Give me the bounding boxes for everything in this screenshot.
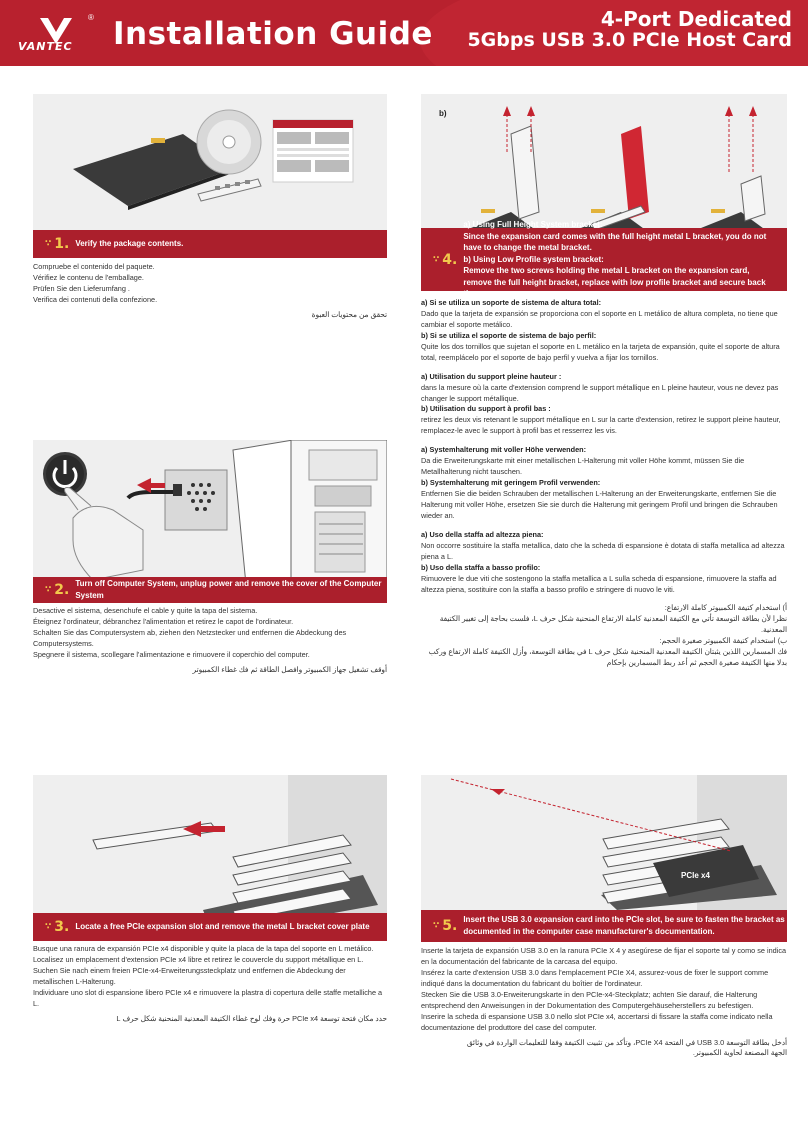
manual-thumbnail — [273, 120, 353, 182]
step4-line-b-body: Remove the two screws holding the metal L bracket on the expansion card, remove the full height bracket, replace with low profile bracket and secure back the screws. — [463, 266, 766, 299]
step3-number: ∵ 3. — [45, 919, 70, 935]
step5-de: Stecken Sie die USB 3.0-Erweiterungskarte in den PCIe-x4-Steckplatz; achten Sie darauf, die Halterung entsprechend den Anweisungen in der Dokumentation des Computergehäuseherstellers zu befestigen. — [421, 989, 758, 1010]
step4-line-b-head: b) Using Low Profile system bracket: — [463, 254, 604, 264]
step2-number: ∵ 2. — [45, 582, 70, 598]
step3-fr: Localisez un emplacement d'extension PCIe x4 libre et retirez le couvercle du support métallique en L. — [33, 954, 364, 964]
step1-number: ∵ 1. — [45, 236, 70, 252]
brand-name: VANTEC — [18, 40, 73, 53]
step4-es-a-body: Dado que la tarjeta de expansión se proporciona con el soporte en L metálico de altura completa, no tiene que cambiar el soporte metálico. — [421, 308, 778, 329]
step4-es-b-head: b) Si se utiliza el soporte de sistema de bajo perfil: — [421, 330, 597, 340]
step5-ar-1: أدخل بطاقة التوسعة USB 3.0 في الفتحة PCIe X4، وتأكد من تثبيت الكتيفة وفقا للتعليمات الواردة في وثائق — [466, 1037, 787, 1047]
step4-it-b-head: b) Uso della staffa a basso profilo: — [421, 562, 541, 572]
step3-de: Suchen Sie nach einem freien PCIe-x4-Erweiterungssteckplatz und entfernen die Abdeckung der metallischen L-Halterung. — [33, 965, 346, 986]
step4-de-a-body: Da die Erweiterungskarte mit einer metallischen L-Halterung mit voller Höhe kommt, müssen Sie die Metallhalterung nicht tauschen. — [421, 456, 745, 477]
step5-fr: Insérez la carte d'extension USB 3.0 dans l'emplacement PCIe X4, assurez-vous de fixer le support comme indiqué dans la documentation du fabricant du boîtier de l'ordinateur. — [421, 967, 769, 988]
step4-title — [463, 219, 779, 300]
step4-es-b-body: Quite los dos tornillos que sujetan el soporte en L metálico en la tarjeta de expansión, quite el soporte de altura total, reemplácelo por el soporte de bajo perfil y vuelva a fijar los tornillos. — [421, 341, 780, 362]
card-label: PCIe x4 — [681, 871, 710, 880]
step2-fr: Éteignez l'ordinateur, débranchez l'alimentation et retirez le capot de l'ordinateur. — [33, 616, 294, 626]
step5-title-bar — [421, 910, 787, 942]
step5-title-line-2: documented in the computer case manufacturer's documentation. — [463, 927, 715, 936]
step4-ar-a-body: نظرا لأن بطاقة التوسعة تأتي مع الكتيفة المعدنية كاملة الارتفاع المنحنية شكل حرف L، فلست بحاجة إلى تغيير الكتيفة المعدنية. — [439, 614, 787, 635]
step3-es: Busque una ranura de expansión PCIe x4 disponible y quite la placa de la tapa del soporte en L metálico. — [33, 944, 374, 953]
page-header — [0, 0, 808, 66]
step1-it: Verifica dei contenuti della confezione. — [33, 294, 158, 304]
step2-de: Schalten Sie das Computersystem ab, ziehen den Netzstecker und entfernen die Abdeckung des Computersystems. — [33, 627, 347, 648]
step1-ar: تحقق من محتويات العبوة — [311, 309, 387, 319]
product-name — [467, 8, 792, 52]
step4-ar-b-head: ب) استخدام كتيفة الكمبيوتر صغيرة الحجم: — [659, 636, 787, 646]
step4-line-a-body: Since the expansion card comes with the full height metal L bracket, you do not have to change the metal bracket. — [463, 231, 767, 253]
step4-fr-b-body: retirez les deux vis retenant le support métallique en L sur la carte d'extension, retirez le support pleine hauteur, remplacez-le avec le support à profil bas et resserrez les vis. — [421, 415, 781, 436]
step3-title-bar — [33, 913, 387, 941]
step4-fr-a-body: dans la mesure où la carte d'extension comprend le support métallique en L pleine hauteur, vous ne devez pas changer le support métallique. — [421, 382, 779, 403]
step1-translations — [33, 262, 387, 321]
step5-number: ∵ 5. — [433, 918, 458, 934]
step4-it-a-body: Non occorre sostituire la staffa metallica, dato che la scheda di espansione è dotata di staffa metallica ad altezza piena a L. — [421, 540, 785, 561]
step5-es: Inserte la tarjeta de expansión USB 3.0 en la ranura PCIe X 4 y asegúrese de fijar el soporte tal y como se indica en la documentación del fabricante de la carcasa del equipo. — [421, 946, 787, 966]
section-b-label: b) — [439, 109, 447, 118]
step2-ar: أوقف تشغيل جهاز الكمبيوتر وافصل الطاقة ثم فك غطاء الكمبيوتر — [192, 664, 387, 674]
step2-it: Spegnere il sistema, scollegare l'alimentazione e rimuovere il coperchio del computer. — [33, 649, 310, 659]
step4-fr-b-head: b) Utilisation du support à profil bas : — [421, 404, 551, 414]
step3-ar: حدد مكان فتحة توسعة PCIe x4 حرة وفك لوح غطاء الكتيفة المعدنية المنحنية شكل حرف L — [116, 1013, 387, 1023]
power-off-illustration — [33, 440, 387, 595]
step4-title-bar — [421, 219, 787, 299]
step4-ar-b-body: فك المسمارين اللذين يثبتان الكتيفة المعدنية المنحنية شكل حرف L في بطاقة التوسعة، وأزل الكتيفة كاملة الارتفاع وركب بدلا منها الكتيفة صغيرة الحجم ثم أعد ربط المسمارين بإحكام — [428, 647, 787, 668]
step4-line-a-head: a) Using Full Height System bracket: — [463, 219, 603, 229]
step1-de: Prüfen Sie den Lieferumfang . — [33, 283, 130, 293]
step4-ar-a-head: أ) استخدام كتيفة الكمبيوتر كاملة الارتفاع: — [664, 603, 787, 613]
step4-fr-a-head: a) Utilisation du support pleine hauteur : — [421, 371, 562, 381]
page-title: Installation Guide — [113, 16, 433, 52]
step5-illustration — [421, 775, 787, 910]
step5-title-line-1: Insert the USB 3.0 expansion card into the PCIe slot, be sure to fasten the bracket as — [463, 915, 785, 925]
step5-ar-2: الجهة المصنعة لحاوية الكمبيوتر. — [692, 1048, 787, 1058]
step2-es: Desactive el sistema, desenchufe el cable y quite la tapa del sistema. — [33, 606, 258, 615]
step3-it: Individuare uno slot di espansione libero PCIe x4 e rimuovere la plastra di copertura delle staffe metalliche a L. — [33, 987, 383, 1008]
step1-es: Compruebe el contenido del paquete. — [33, 262, 155, 271]
step5-translations — [421, 946, 787, 1059]
step4-de-b-body: Entfernen Sie die beiden Schrauben der metallischen L-Halterung an der Erweiterungskarte, entfernen Sie die Halterung mit voller Höhe, ersetzen Sie sie durch die Halterung mit geringem Profil und bringen die Schrauben wieder an. — [421, 489, 778, 520]
step5-title — [463, 914, 784, 937]
step4-de-b-head: b) Systemhalterung mit geringem Profil verwenden: — [421, 478, 601, 488]
card-insert-illustration — [421, 775, 787, 910]
registered-mark: ® — [88, 13, 94, 22]
step4-it-a-head: a) Uso della staffa ad altezza piena: — [421, 529, 544, 539]
step4-de-a-head: a) Systemhalterung mit voller Höhe verwenden: — [421, 445, 587, 455]
step2-illustration — [33, 440, 387, 595]
step4-es-a-head: a) Si se utiliza un soporte de sistema de altura total: — [421, 298, 602, 307]
step2-translations — [33, 606, 387, 676]
step1-title-bar — [33, 230, 387, 258]
product-line-1: 4-Port Dedicated — [600, 7, 792, 31]
step1-fr: Vérifiez le contenu de l'emballage. — [33, 272, 144, 282]
step5-it: Inserire la scheda di espansione USB 3.0 nello slot PCIe x4, accertarsi di fissare la staffa come indicato nella documentazione del produttore del case del computer. — [421, 1011, 773, 1032]
step4-translations — [421, 298, 787, 669]
product-line-2: 5Gbps USB 3.0 PCIe Host Card — [467, 29, 792, 52]
step2-title-bar — [33, 577, 387, 603]
step3-title: Locate a free PCIe expansion slot and remove the metal L bracket cover plate — [75, 922, 370, 932]
step3-translations — [33, 944, 387, 1025]
cd-icon — [197, 110, 261, 174]
step4-number: ∵ 4. — [433, 251, 458, 268]
step1-title: Verify the package contents. — [75, 239, 184, 249]
step4-it-b-body: Rimuovere le due viti che sostengono la staffa metallica a L sulla scheda di espansione, rimuovere la staffa ad altezza piena, sostituire con la staffa a basso profilo e stringere di nuovo le viti. — [421, 573, 777, 594]
step2-title: Turn off Computer System, unplug power and remove the cover of the Computer System — [75, 579, 382, 600]
